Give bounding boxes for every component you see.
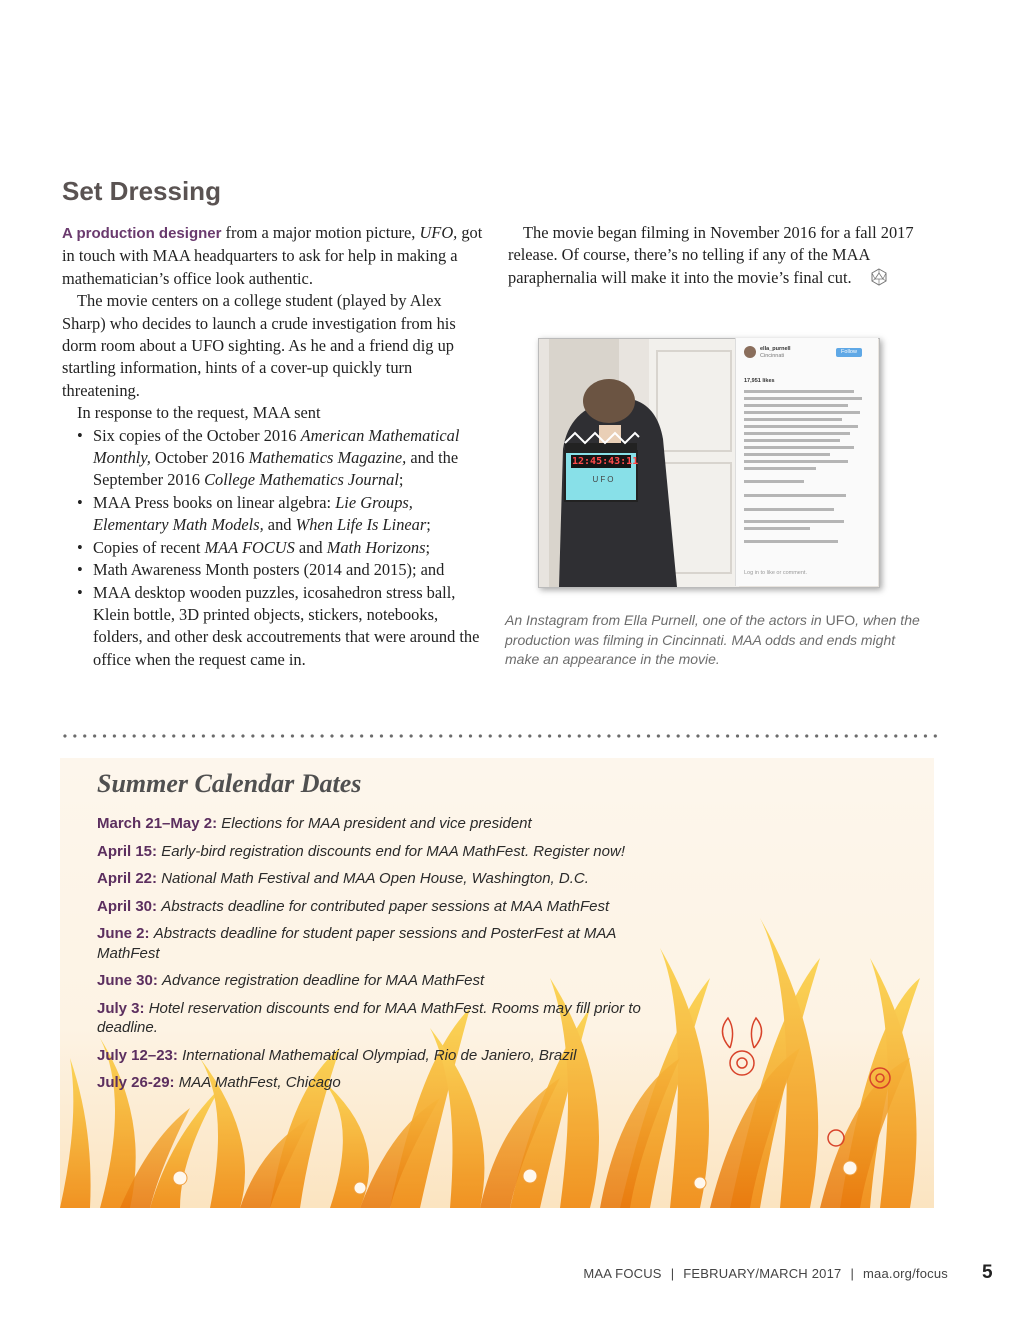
calendar-item: April 22: National Math Festival and MAA Open House, Washington, D.C. xyxy=(97,870,589,887)
intro-film-title: UFO, xyxy=(419,223,458,242)
calendar-item: June 2: Abstracts deadline for student paper sessions and PosterFest at MAA MathFest xyxy=(97,925,616,962)
dotted-divider xyxy=(60,734,940,738)
intro-paragraph xyxy=(62,222,487,290)
response-paragraph: In response to the request, MAA sent xyxy=(77,403,321,423)
page-footer: MAA FOCUS | FEBRUARY/MARCH 2017 | maa.org/focus xyxy=(583,1266,948,1281)
footer-url[interactable]: maa.org/focus xyxy=(863,1266,948,1281)
calendar-item: July 26-29: MAA MathFest, Chicago xyxy=(97,1074,341,1091)
calendar-list xyxy=(97,814,657,1101)
clapper-title: UFO xyxy=(592,475,616,484)
footer-publication: MAA FOCUS xyxy=(583,1266,662,1281)
follow-button[interactable]: Follow xyxy=(836,348,862,357)
insta-comments xyxy=(744,390,870,560)
sent-items-list xyxy=(62,425,487,671)
insta-login-prompt: Log in to like or comment. xyxy=(744,570,807,576)
avatar xyxy=(744,346,756,358)
list-item: • Six copies of the October 2016 American Mathematical Monthly, October 2016 Mathematics Magazine, and the September 2016 College Mathematics Journal; xyxy=(93,425,487,492)
calendar-title: Summer Calendar Dates xyxy=(97,769,362,798)
calendar-item: July 3: Hotel reservation discounts end for MAA MathFest. Rooms may fill prior to deadline. xyxy=(97,999,641,1036)
icosahedron-icon xyxy=(855,268,888,292)
calendar-item: April 30: Abstracts deadline for contributed paper sessions at MAA MathFest xyxy=(97,897,610,915)
list-item: • Math Awareness Month posters (2014 and 2015); and xyxy=(93,559,487,581)
plot-paragraph: The movie centers on a college student (played by Alex Sharp) who decides to launch a crude investigation from his dorm room about a UFO sighting. As he and a friend dig up startling information, hints of a cover-up quickly turn threatening. xyxy=(62,291,456,400)
list-item: • Copies of recent MAA FOCUS and Math Horizons; xyxy=(93,537,487,559)
intro-text-b: got in touch with MAA headquarters to ask for help in making a mathematician’s office look authentic. xyxy=(62,223,483,288)
insta-location: Cincinnati xyxy=(760,353,785,359)
intro-text-a: from a major motion picture, xyxy=(221,223,420,242)
list-item: • MAA Press books on linear algebra: Lie Groups, Elementary Math Models, and When Life Is Linear; xyxy=(93,492,487,537)
calendar-item: July 12–23: International Mathematical Olympiad, Rio de Janiero, Brazil xyxy=(97,1046,577,1064)
list-item: • MAA desktop wooden puzzles, icosahedron stress ball, Klein bottle, 3D printed objects, stickers, notebooks, folders, and other desk accoutrements that were around the office when the request came in. xyxy=(93,582,487,672)
insta-username: ella_purnell xyxy=(760,346,791,352)
page-number: 5 xyxy=(982,1262,993,1283)
footer-issue: FEBRUARY/MARCH 2017 xyxy=(683,1266,842,1281)
filming-paragraph: The movie began filming in November 2016 for a fall 2017 release. Of course, there’s no telling if any of the MAA paraphernalia will make it into the movie’s final cut. xyxy=(508,222,918,292)
left-column xyxy=(62,222,487,671)
calendar-item: April 15: Early-bird registration discounts end for MAA MathFest. Register now! xyxy=(97,842,625,860)
right-column xyxy=(508,222,918,292)
intro-lead: A production designer xyxy=(62,225,222,242)
clapper-timecode: 12:45:43:11 xyxy=(572,456,639,467)
photo-caption: An Instagram from Ella Purnell, one of the actors in UFO, when the production was filming in Cincinnati. MAA odds and ends might make an appearance in the movie. xyxy=(505,612,920,667)
instagram-panel xyxy=(735,338,878,586)
calendar-item: June 30: Advance registration deadline for MAA MathFest xyxy=(97,972,485,989)
section-title: Set Dressing xyxy=(62,176,221,206)
calendar-item: March 21–May 2: Elections for MAA president and vice president xyxy=(97,815,532,832)
insta-likes: 17,951 likes xyxy=(744,378,775,384)
